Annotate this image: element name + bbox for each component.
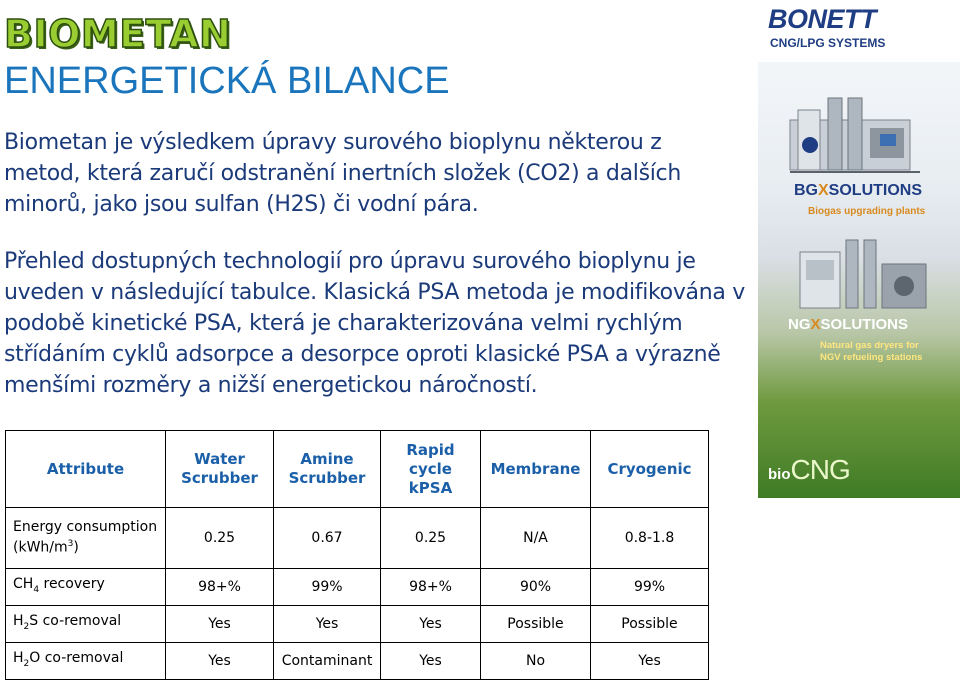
ngx-logo-x: X <box>810 316 821 333</box>
cell-h2o-cryogenic: Yes <box>591 643 709 680</box>
header-water-scrubber <box>166 431 274 508</box>
biocng-logo <box>768 454 850 486</box>
cell-energy-cryogenic: 0.8-1.8 <box>591 508 709 569</box>
header-amine-line-2: Scrubber <box>288 469 366 487</box>
header-attribute: Attribute <box>6 431 166 508</box>
cell-h2s-water: Yes <box>166 606 274 643</box>
header-membrane: Membrane <box>481 431 591 508</box>
page-title: ENERGETICKÁ BILANCE <box>4 60 450 102</box>
cell-energy-water: 0.25 <box>166 508 274 569</box>
product-poster <box>758 62 960 498</box>
ngx-logo-suffix: SOLUTIONS <box>820 316 909 333</box>
cell-h2o-kpsa: Yes <box>381 643 481 680</box>
row-label-energy <box>6 508 166 569</box>
intro-paragraph: Biometan je výsledkem úpravy surového bioplynu některou z metod, která zaručí odstranění inertních složek (CO2) a dalších minorů, jako jsou sulfan (H2S) či vodní pára. <box>4 130 681 217</box>
cell-ch4-membrane: 90% <box>481 569 591 606</box>
h2o-label-sub: 2 <box>23 658 30 669</box>
ngx-logo-prefix: NG <box>788 316 811 333</box>
cell-h2o-water: Yes <box>166 643 274 680</box>
bgx-tagline: Biogas upgrading plants <box>808 206 926 217</box>
bonett-logo <box>768 4 953 54</box>
brand-title: BIOMETAN <box>4 12 232 56</box>
bgx-logo-suffix: SOLUTIONS <box>828 182 923 199</box>
cell-h2o-amine: Contaminant <box>274 643 381 680</box>
header-cryogenic: Cryogenic <box>591 431 709 508</box>
cell-energy-kpsa: 0.25 <box>381 508 481 569</box>
row-label-h2o <box>6 643 166 680</box>
biogas-plant-image <box>780 90 930 180</box>
energy-label-line-2 <box>13 536 165 557</box>
technology-paragraph: Přehled dostupných technologií pro úpravu surového bioplynu je uveden v následující tabulce. Klasická PSA metoda je modifikována v podobě kinetické PSA, která je charakterizována velmi rychlým střídáním cyklů adsorpce a desorpce oproti klasické PSA a výrazně menšími rozměry a nižší energetickou náročností. <box>4 249 745 398</box>
table-row-ch4 <box>6 569 709 606</box>
row-label-h2s <box>6 606 166 643</box>
header-rapid-cycle-kpsa <box>381 431 481 508</box>
header-rapid-line-2: cycle <box>409 459 452 478</box>
energy-label-unit: (kWh/m <box>13 539 68 556</box>
cell-ch4-kpsa: 98+% <box>381 569 481 606</box>
h2s-label-sub: 2 <box>23 621 30 632</box>
ngx-tagline-line-1: Natural gas dryers for <box>820 340 919 351</box>
ngx-tagline-line-2: NGV refueling stations <box>820 352 923 363</box>
h2s-label-post: S co-removal <box>29 612 122 629</box>
biocng-logo-cng: CNG <box>790 454 850 485</box>
biocng-logo-bio: bio <box>768 466 791 483</box>
bonett-logo-subtitle: CNG/LPG SYSTEMS <box>770 36 886 50</box>
cell-h2s-membrane: Possible <box>481 606 591 643</box>
bgx-logo-prefix: BG <box>794 182 818 199</box>
header-water-line-2: Scrubber <box>181 469 258 487</box>
energy-label-line-1: Energy consumption <box>13 519 158 536</box>
gas-dryer-image <box>794 234 934 314</box>
h2o-label-post: O co-removal <box>29 649 124 666</box>
ngx-tagline <box>820 340 960 364</box>
bgx-solutions-logo <box>794 182 954 204</box>
table-row-energy <box>6 508 709 569</box>
row-label-ch4 <box>6 569 166 606</box>
sponsor-panel <box>758 0 960 498</box>
table-row-h2s <box>6 606 709 643</box>
cell-energy-amine: 0.67 <box>274 508 381 569</box>
ch4-label-pre: CH <box>13 575 34 592</box>
cell-h2o-membrane: No <box>481 643 591 680</box>
cell-energy-membrane: N/A <box>481 508 591 569</box>
header-rapid-line-3: kPSA <box>408 478 453 497</box>
bgx-logo-x: X <box>818 182 829 199</box>
cell-h2s-kpsa: Yes <box>381 606 481 643</box>
header-amine-line-1: Amine <box>300 450 354 468</box>
header-water-line-1: Water <box>194 450 245 468</box>
cell-h2s-cryogenic: Possible <box>591 606 709 643</box>
table-row-h2o <box>6 643 709 680</box>
cell-ch4-water: 98+% <box>166 569 274 606</box>
energy-label-close: ) <box>73 539 79 556</box>
header-rapid-line-1: Rapid <box>406 440 455 459</box>
cell-h2s-amine: Yes <box>274 606 381 643</box>
energy-label-sup: 3 <box>67 539 74 550</box>
ngx-solutions-logo <box>788 316 958 338</box>
bonett-logo-name: BONETT <box>768 4 876 34</box>
cell-ch4-cryogenic: 99% <box>591 569 709 606</box>
table-header-row <box>6 431 709 508</box>
header-amine-scrubber <box>274 431 381 508</box>
h2o-label-pre: H <box>13 649 24 666</box>
ch4-label-sub: 4 <box>33 584 40 595</box>
h2s-label-pre: H <box>13 612 24 629</box>
ch4-label-post: recovery <box>39 575 105 592</box>
technology-comparison-table <box>5 430 709 680</box>
cell-ch4-amine: 99% <box>274 569 381 606</box>
